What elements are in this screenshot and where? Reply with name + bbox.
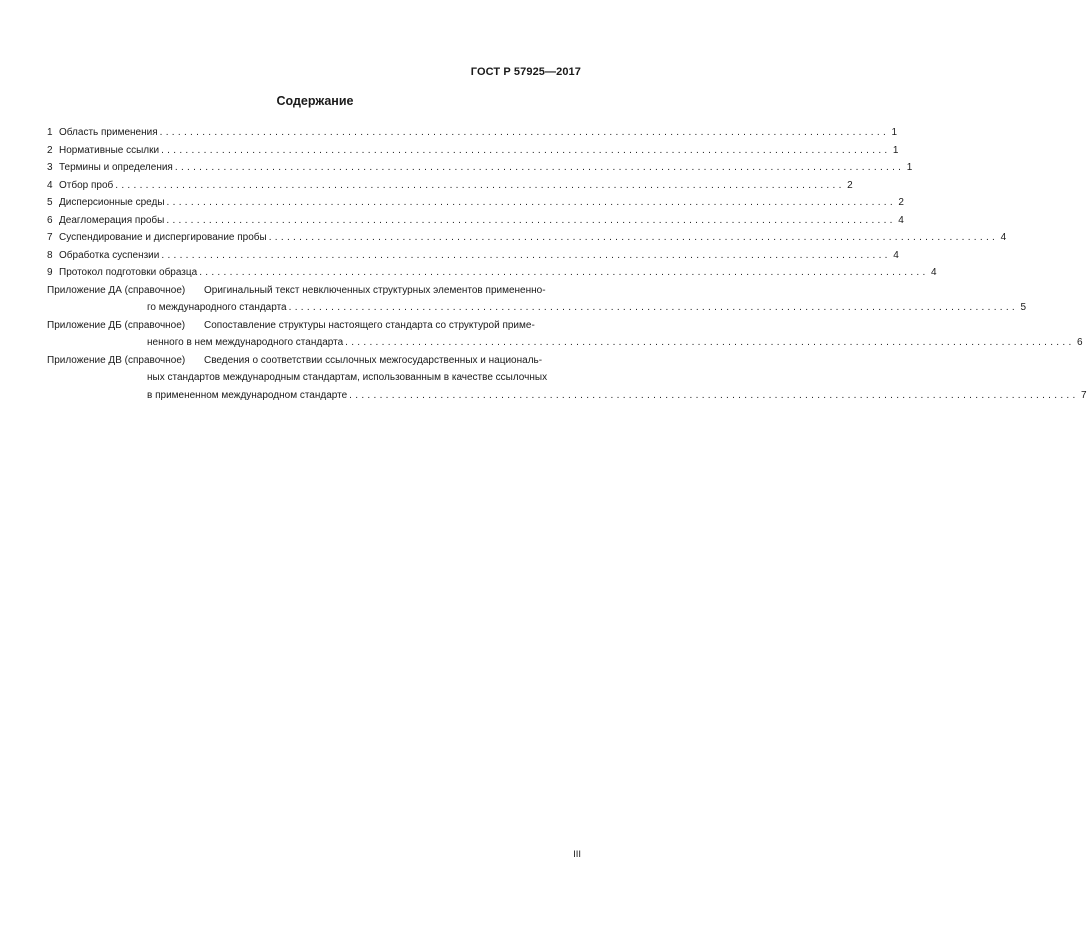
toc-entry-page: 1	[906, 162, 913, 173]
toc-entry[interactable]	[47, 124, 898, 142]
toc-entry[interactable]	[47, 194, 904, 212]
dot-leader: ........................................................................................................................	[115, 179, 845, 191]
toc-entry[interactable]	[47, 159, 913, 177]
appendix-title-line: в примененном международном стандарте	[147, 389, 348, 401]
dot-leader: ........................................................................................................................	[159, 127, 890, 138]
dot-leader: ........................................................................................................................	[166, 197, 896, 208]
toc-entry[interactable]	[47, 177, 853, 195]
dot-leader: ........................................................................................................................	[166, 214, 896, 226]
dot-leader: ........................................................................................................................	[349, 389, 1079, 401]
appendix-title-line: Сведения о соответствии ссылочных межгосударственных и националь-	[204, 354, 543, 366]
toc-entry[interactable]	[47, 212, 904, 230]
dot-leader: ........................................................................................................................	[161, 249, 891, 261]
dot-leader: ........................................................................................................................	[345, 337, 1075, 348]
toc-entry-page: 2	[898, 197, 904, 208]
toc-entry-page: 4	[893, 249, 899, 261]
table-of-contents	[47, 124, 1087, 404]
toc-entry-number: 8	[47, 249, 53, 261]
appendix-page: 6	[1076, 337, 1083, 348]
toc-entry[interactable]	[47, 142, 899, 160]
dot-leader: ........................................................................................................................	[199, 267, 929, 278]
toc-entry-label: Отбор проб	[59, 179, 114, 191]
dot-leader: ........................................................................................................................	[288, 302, 1019, 313]
appendix-name: Приложение ДА (справочное)	[47, 284, 186, 296]
toc-entry-label: Термины и определения	[59, 162, 173, 173]
toc-entry-number: 5	[47, 197, 53, 208]
toc-entry-number: 7	[47, 232, 53, 243]
appendix-name: Приложение ДБ (справочное)	[47, 319, 186, 331]
toc-entry-label: Суспендирование и диспергирование пробы	[59, 232, 267, 243]
toc-entry-number: 4	[47, 179, 53, 191]
toc-entry-number: 3	[47, 162, 53, 173]
toc-entry-label: Дисперсионные среды	[59, 197, 165, 208]
dot-leader: ........................................................................................................................	[174, 162, 905, 173]
toc-entry-label: Обработка суспензии	[59, 249, 160, 261]
appendix-title-line: ных стандартов международным стандартам, использованным в качестве ссылочных	[147, 372, 548, 383]
toc-entry-number: 6	[47, 214, 53, 226]
dot-leader: ........................................................................................................................	[268, 232, 999, 243]
dot-leader: ........................................................................................................................	[161, 144, 891, 156]
toc-entry-label: Нормативные ссылки	[59, 144, 160, 156]
toc-entry-number: 2	[47, 144, 53, 156]
document-header-standard: ГОСТ Р 57925—2017	[470, 66, 581, 78]
appendix-title-line: го международного стандарта	[147, 302, 287, 313]
appendix-page: 5	[1020, 302, 1027, 313]
page-number: III	[573, 849, 581, 860]
toc-entry-page: 1	[892, 144, 899, 156]
toc-entry-label: Протокол подготовки образца	[59, 267, 198, 278]
toc-entry[interactable]	[47, 229, 1007, 247]
toc-entry-label: Деагломерация пробы	[59, 214, 165, 226]
appendix-title-line: Сопоставление структуры настоящего стандарта со структурой приме-	[204, 319, 535, 331]
appendix-page: 7	[1081, 389, 1087, 401]
appendix-title-line: Оригинальный текст невключенных структурных элементов примененно-	[204, 284, 546, 296]
toc-entry-page: 4	[898, 214, 904, 226]
toc-entry-number: 9	[47, 267, 53, 278]
toc-appendix-db[interactable]	[47, 317, 1083, 352]
toc-entry-label: Область применения	[59, 127, 158, 138]
page-title: Содержание	[276, 94, 354, 108]
toc-entry-number: 1	[47, 127, 53, 138]
toc-entry-page: 2	[847, 179, 853, 191]
appendix-title-line: ненного в нем международного стандарта	[147, 337, 344, 348]
toc-entry[interactable]	[47, 247, 899, 265]
toc-entry-page: 1	[891, 127, 898, 138]
toc-entry-page: 4	[1000, 232, 1007, 243]
toc-appendix-da[interactable]	[47, 282, 1027, 317]
toc-entry[interactable]	[47, 264, 937, 282]
toc-entry-page: 4	[931, 267, 937, 278]
appendix-name: Приложение ДВ (справочное)	[47, 354, 186, 366]
toc-appendix-dv[interactable]	[47, 352, 1087, 405]
